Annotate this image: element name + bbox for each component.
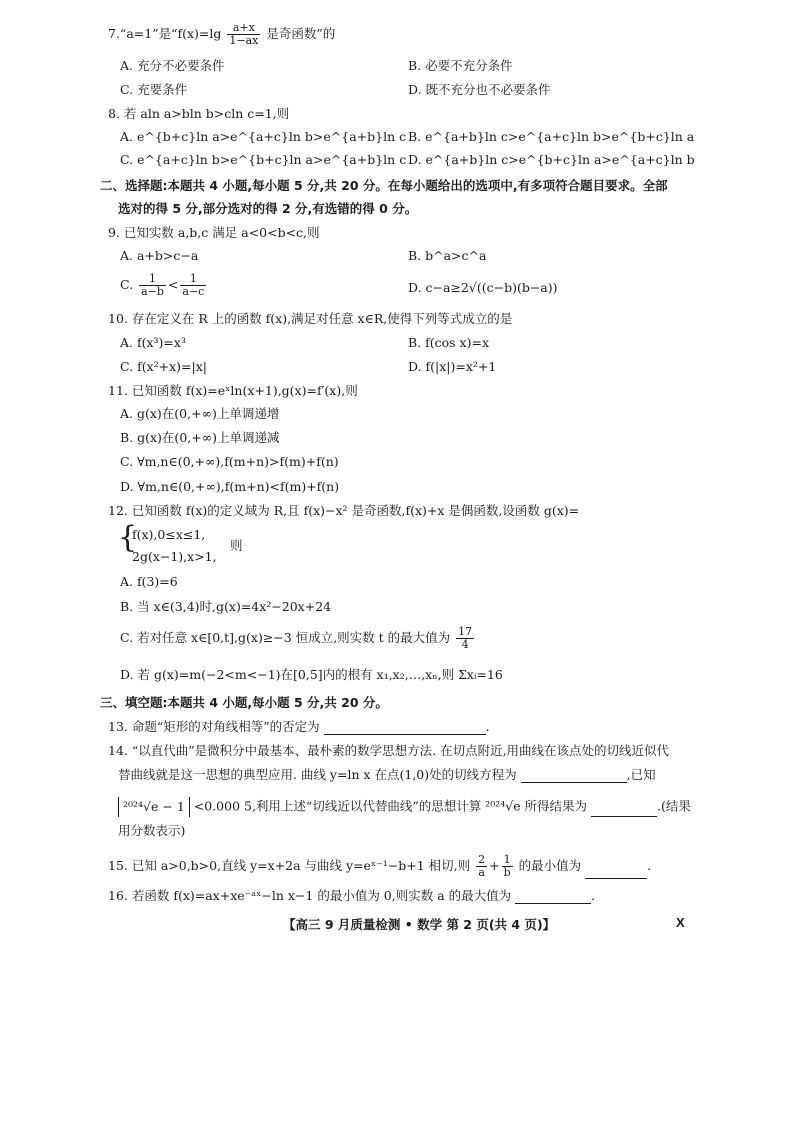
q12-option-a: A. f(3)=6: [120, 574, 178, 589]
q14-line2: [118, 767, 656, 783]
section3-line1: 三、填空题:本题共 4 小题,每小题 5 分,共 20 分。: [100, 695, 388, 710]
q9-option-a: A. a+b>c−a: [120, 248, 199, 263]
q7-stem-pre: 7.“a=1”是“f(x)=lg: [108, 26, 222, 41]
q14-line3-post: .(结果: [657, 798, 691, 814]
q9-c-label: C.: [120, 277, 134, 292]
q13-answer-blank: [324, 722, 486, 735]
version-marker: X: [676, 915, 685, 930]
q12-option-d: D. 若 g(x)=m(−2<m<−1)在[0,5]内的根有 x₁,x₂,…,xₙ,则 Σxᵢ=16: [120, 667, 503, 682]
q8-option-c: C. e^{a+c}ln b>e^{b+c}ln a>e^{a+b}ln c: [120, 152, 407, 167]
q11-option-a: A. g(x)在(0,+∞)上单调递增: [120, 406, 280, 421]
q13-stem: [108, 719, 490, 735]
q12-c-num: 17: [458, 625, 473, 638]
q12-c-den: 4: [461, 638, 469, 651]
q10-option-a: A. f(x³)=x³: [120, 335, 186, 350]
q9-option-d: D. c−a≥2√((c−b)(b−a)): [408, 280, 558, 295]
q12-option-b: B. 当 x∈(3,4)时,g(x)=4x²−20x+24: [120, 599, 332, 614]
q7-option-b: B. 必要不充分条件: [408, 58, 513, 73]
q12-case1: f(x),0≤x≤1,: [132, 527, 206, 542]
q11-option-c: C. ∀m,n∈(0,+∞),f(m+n)>f(m)+f(n): [120, 454, 339, 469]
q7-option-a: A. 充分不必要条件: [120, 58, 225, 73]
q9-c-den1: a−b: [141, 285, 164, 298]
q12-c-frac: [456, 626, 474, 651]
q13-end: .: [485, 719, 490, 734]
q9-c-num1: 1: [139, 273, 166, 286]
q15-frac2: [502, 854, 513, 879]
q7-fraction: [227, 22, 260, 47]
q12-case2: 2g(x−1),x>1,: [132, 549, 217, 564]
q15-end: .: [647, 858, 652, 873]
q14-line3: [118, 797, 691, 817]
q16-text: 16. 若函数 f(x)=ax+xe⁻ᵃˣ−ln x−1 的最小值为 0,则实数 a 的最大值为: [108, 888, 512, 903]
q9-stem: 9. 已知实数 a,b,c 满足 a<0<b<c,则: [108, 225, 320, 240]
q9-c-frac2: [180, 273, 206, 298]
q10-stem: 10. 存在定义在 R 上的函数 f(x),满足对任意 x∈R,使得下列等式成立的是: [108, 311, 513, 326]
q16-stem: [108, 888, 595, 904]
section2-line1: 二、选择题:本题共 4 小题,每小题 5 分,共 20 分。在每小题给出的选项中,有多项符合题目要求。全部: [100, 178, 668, 193]
q7-option-d: D. 既不充分也不必要条件: [408, 82, 551, 97]
q7-stem: [108, 22, 335, 47]
q11-stem: 11. 已知函数 f(x)=eˣln(x+1),g(x)=f′(x),则: [108, 383, 358, 398]
q14-result-blank: [591, 804, 657, 817]
q14-abs-expression: ²⁰²⁴√e − 1: [118, 797, 190, 817]
q11-option-b: B. g(x)在(0,+∞)上单调递减: [120, 430, 280, 445]
q10-option-c: C. f(x²+x)=|x|: [120, 359, 207, 374]
q8-stem: 8. 若 aln a>bln b>cln c=1,则: [108, 106, 290, 121]
q15-post: 的最小值为: [518, 858, 582, 873]
q15-num2: 1: [502, 854, 513, 867]
q14-line1: 14. “以直代曲”是微积分中最基本、最朴素的数学思想方法. 在切点附近,用曲线在该点处的切线近似代: [108, 743, 670, 758]
q16-end: .: [591, 888, 596, 903]
page-footer: 【高三 9 月质量检测 • 数学 第 2 页(共 4 页)】: [283, 917, 556, 932]
q14-tangent-blank: [521, 770, 627, 783]
q9-c-den2: a−c: [182, 285, 205, 298]
q15-text: 15. 已知 a>0,b>0,直线 y=x+2a 与曲线 y=eˣ⁻¹−b+1 相切,则: [108, 858, 471, 873]
q8-option-a: A. e^{b+c}ln a>e^{a+c}ln b>e^{a+b}ln c: [120, 129, 407, 144]
q8-option-d: D. e^{a+b}ln c>e^{b+c}ln a>e^{a+c}ln b: [408, 152, 695, 167]
q12-c-text: C. 若对任意 x∈[0,t],g(x)≥−3 恒成立,则实数 t 的最大值为: [120, 630, 451, 645]
q12-stem: 12. 已知函数 f(x)的定义域为 R,且 f(x)−x² 是奇函数,f(x)+x 是偶函数,设函数 g(x)=: [108, 503, 580, 518]
q12-option-c: [120, 626, 476, 651]
q8-option-b: B. e^{a+b}ln c>e^{a+c}ln b>e^{b+c}ln a: [408, 129, 695, 144]
q10-option-d: D. f(|x|)=x²+1: [408, 359, 497, 374]
q14-line4: 用分数表示): [118, 823, 186, 838]
q7-frac-num: a+x: [227, 22, 260, 35]
q15-stem: [108, 854, 651, 879]
q14-line2-post: ,已知: [626, 767, 656, 782]
q9-c-lt: <: [167, 277, 179, 292]
q9-option-c: [120, 273, 208, 298]
q9-option-b: B. b^a>c^a: [408, 248, 487, 263]
q15-frac1: [476, 854, 487, 879]
q13-text: 13. 命题“矩形的对角线相等”的否定为: [108, 719, 320, 734]
q15-den1: a: [478, 866, 485, 879]
q15-plus: +: [489, 858, 500, 873]
q7-stem-post: 是奇函数”的: [266, 26, 336, 41]
q9-c-num2: 1: [180, 273, 206, 286]
q15-num1: 2: [478, 853, 486, 866]
section2-line2: 选对的得 5 分,部分选对的得 2 分,有选错的得 0 分。: [118, 201, 418, 216]
q14-line3-text: <0.000 5,利用上述“切线近以代替曲线”的思想计算 ²⁰²⁴√e 所得结果为: [193, 798, 588, 814]
q12-brace: {: [118, 520, 138, 555]
q10-option-b: B. f(cos x)=x: [408, 335, 489, 350]
q15-den2: b: [503, 866, 511, 879]
q12-then: 则: [230, 538, 243, 553]
q14-line2-text: 替曲线就是这一思想的典型应用. 曲线 y=ln x 在点(1,0)处的切线方程为: [118, 767, 517, 782]
q15-answer-blank: [585, 866, 647, 879]
q11-option-d: D. ∀m,n∈(0,+∞),f(m+n)<f(m)+f(n): [120, 479, 340, 494]
q7-frac-den: 1−ax: [229, 34, 259, 47]
q7-option-c: C. 充要条件: [120, 82, 188, 97]
q9-c-frac1: [139, 273, 166, 298]
q16-answer-blank: [515, 891, 591, 904]
